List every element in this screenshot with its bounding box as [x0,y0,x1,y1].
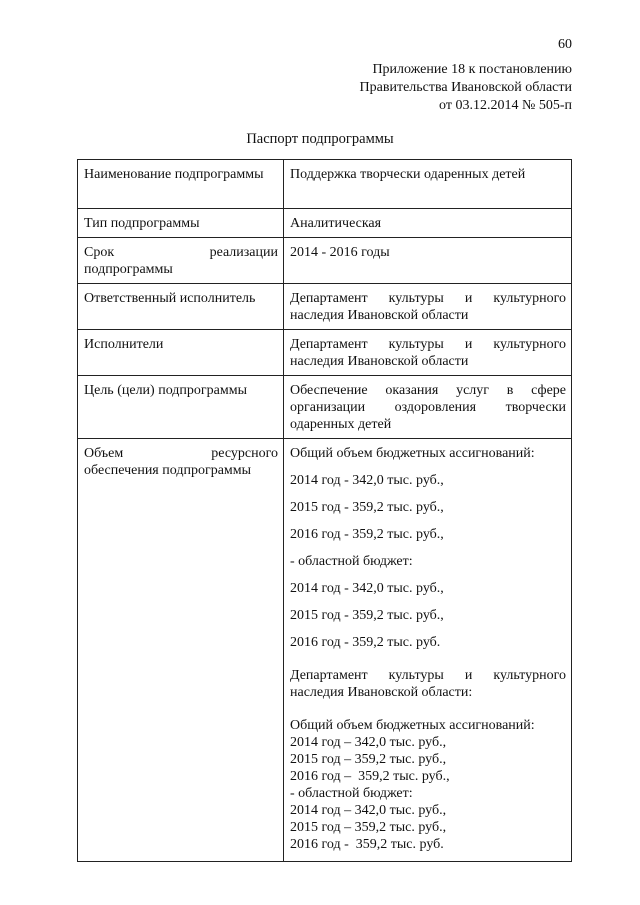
row-value: Обеспечение оказания услуг в сфере организации оздоровления творчески одаренных детей [284,376,572,439]
funding-label-part3: обеспечения подпрограммы [84,463,252,478]
row-label: Наименование подпрограммы [78,160,284,209]
row-value: Департамент культуры и культурного наследия Ивановской области [284,330,572,376]
table-row [78,376,572,439]
funding-label-part2: ресурсного [211,446,278,461]
dept-total-title: Общий объем бюджетных ассигнований: [290,718,535,733]
funding-department: Департамент культуры и культурного наследия Ивановской области: [290,668,566,700]
annex-line-2: Правительства Ивановской области [359,80,572,95]
table-row [78,439,572,862]
passport-table [77,159,572,862]
funding-label-part1: Объем [84,446,124,461]
budget-line: 2015 год - 359,2 тыс. руб., [290,500,444,515]
row-label: Цель (цели) подпрограммы [78,376,284,439]
annex-header [360,61,572,115]
budget-line: 2014 год – 342,0 тыс. руб., [290,735,447,750]
page-number: 60 [558,37,572,52]
table-row [78,160,572,209]
term-label-part2: реализации [209,245,278,260]
budget-line: 2015 год – 359,2 тыс. руб., [290,752,447,767]
budget-line: 2015 год – 359,2 тыс. руб., [290,820,447,835]
budget-line: 2016 год - 359,2 тыс. руб. [290,837,444,852]
row-value: Поддержка творчески одаренных детей [284,160,572,209]
annex-line-3: от 03.12.2014 № 505-п [439,98,572,113]
budget-line: 2014 год - 342,0 тыс. руб., [290,473,444,488]
row-value: 2014 - 2016 годы [284,238,572,284]
row-label [78,439,284,862]
funding-total-title: Общий объем бюджетных ассигнований: [290,446,535,461]
budget-line: 2016 год - 359,2 тыс. руб., [290,527,444,542]
row-label [78,238,284,284]
dept-regional-title: - областной бюджет: [290,786,413,801]
row-label: Исполнители [78,330,284,376]
budget-line: 2014 год – 342,0 тыс. руб., [290,803,447,818]
term-label-part3: подпрограммы [84,262,173,277]
term-label-part1: Срок [84,245,115,260]
funding-regional-title: - областной бюджет: [290,554,413,569]
table-row [78,209,572,238]
budget-line: 2016 год – 359,2 тыс. руб., [290,769,450,784]
row-value: Аналитическая [284,209,572,238]
budget-line: 2016 год - 359,2 тыс. руб. [290,635,441,650]
funding-value [284,439,572,862]
row-label: Тип подпрограммы [78,209,284,238]
table-row [78,238,572,284]
row-label: Ответственный исполнитель [78,284,284,330]
table-row [78,330,572,376]
row-value: Департамент культуры и культурного наследия Ивановской области [284,284,572,330]
table-row [78,284,572,330]
budget-line: 2015 год - 359,2 тыс. руб., [290,608,444,623]
document-title: Паспорт подпрограммы [246,131,394,147]
annex-line-1: Приложение 18 к постановлению [372,62,572,77]
budget-line: 2014 год - 342,0 тыс. руб., [290,581,444,596]
